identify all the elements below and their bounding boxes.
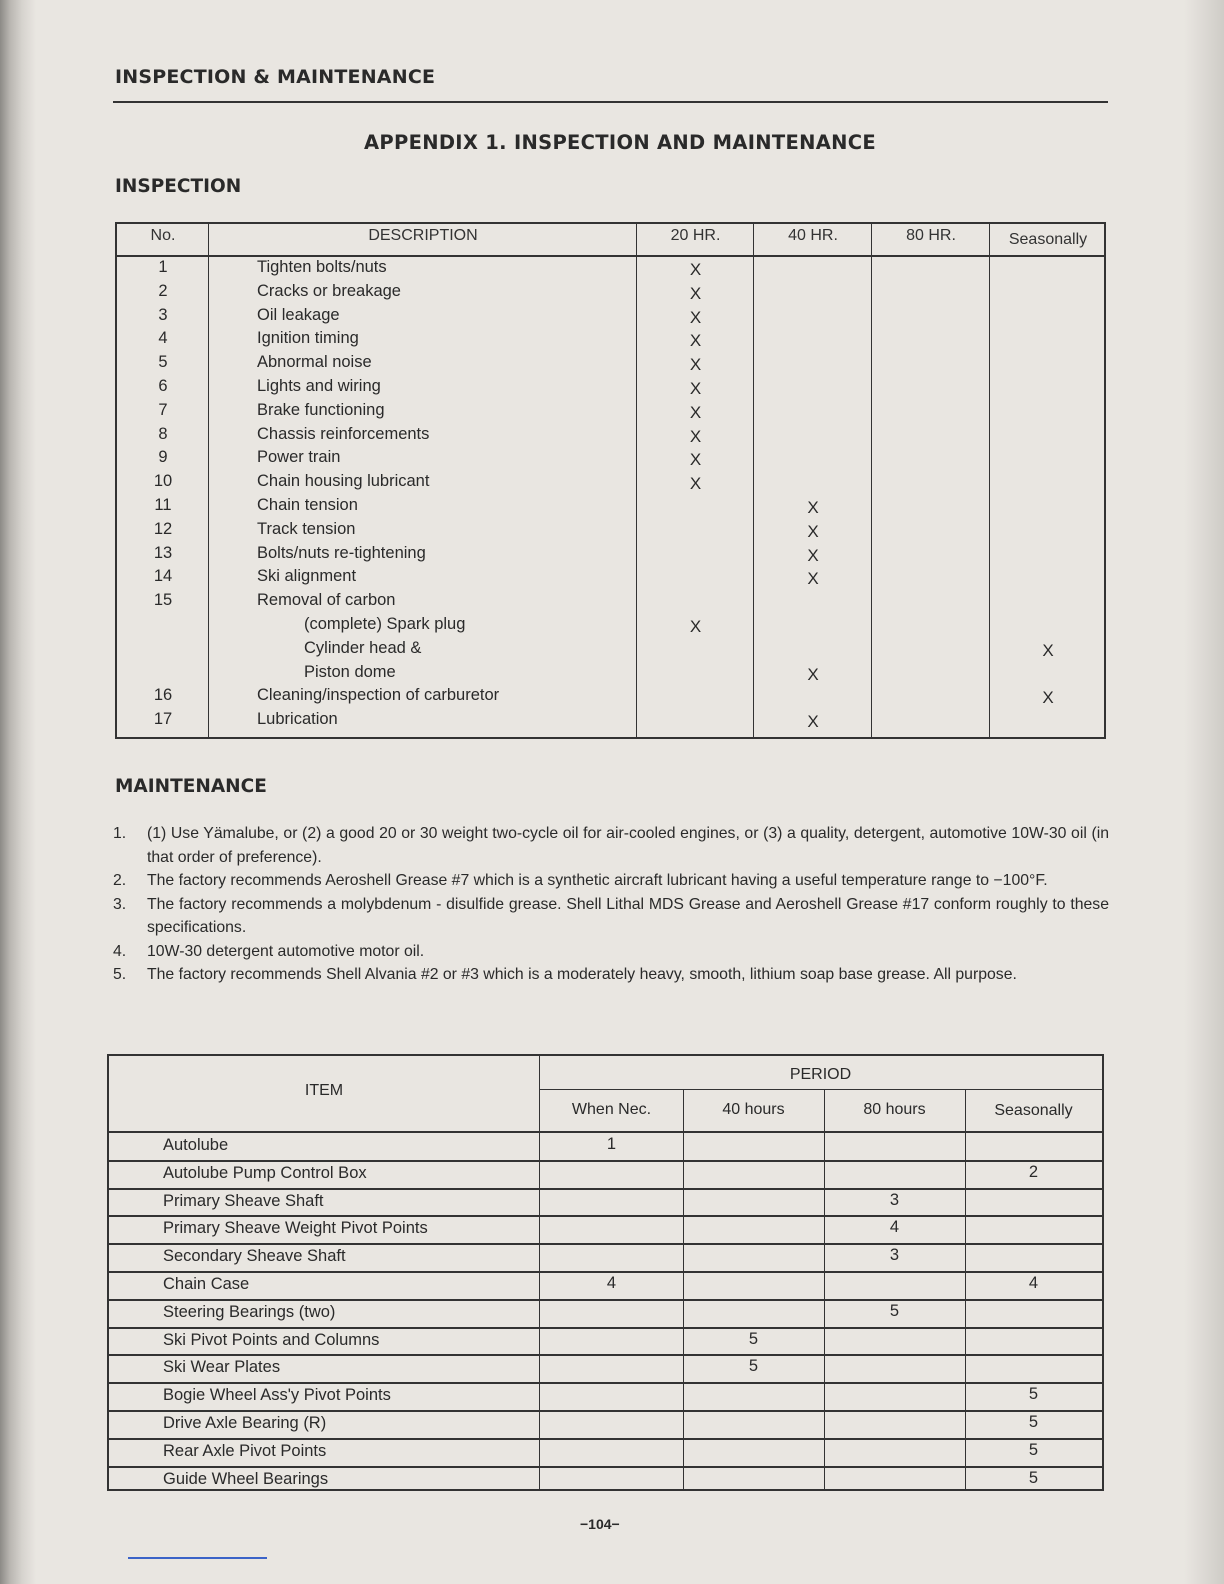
note-text: The factory recommends Shell Alvania #2 or #3 which is a moderately heavy, smooth, lithium soap base grease. All purpose.	[147, 966, 1017, 983]
header-divider	[109, 1131, 1102, 1133]
row-rule	[109, 1188, 1102, 1190]
row-rule	[109, 1299, 1102, 1301]
inspection-table	[115, 222, 1106, 739]
row-number: 5	[158, 353, 168, 372]
period-value: 5	[748, 1357, 759, 1376]
row-number: 7	[158, 400, 168, 419]
check-mark: X	[689, 426, 702, 446]
period-value: 4	[889, 1218, 900, 1237]
note-number: 4.	[113, 942, 127, 960]
note-number: 3.	[113, 895, 127, 913]
row-number: 9	[158, 448, 168, 467]
item-name: Drive Axle Bearing (R)	[163, 1414, 327, 1432]
period-value: 3	[889, 1190, 900, 1209]
check-mark: X	[807, 664, 819, 684]
maintenance-note	[113, 940, 1109, 964]
col-header-seasonally: Seasonally	[1008, 231, 1088, 248]
row-description: Cleaning/inspection of carburetor	[257, 686, 500, 705]
maintenance-note	[113, 869, 1109, 893]
check-mark: X	[689, 355, 702, 375]
row-description: Bolts/nuts re-tightening	[257, 543, 426, 562]
row-description: Cylinder head &	[304, 638, 422, 657]
row-number: 2	[158, 281, 168, 300]
check-mark: X	[1042, 640, 1054, 660]
col-header-40-hours: 40 hours	[722, 1101, 785, 1118]
check-mark: X	[689, 402, 702, 422]
check-mark: X	[689, 307, 702, 327]
note-text: (1) Use Yämalube, or (2) a good 20 or 30 weight two-cycle oil for air-cooled engines, or (3) a quality, detergent, automotive 10W-30 oil (in that order of preference).	[147, 825, 1109, 866]
column-rule	[824, 1090, 825, 1491]
check-mark: X	[689, 450, 702, 470]
row-number: 4	[158, 329, 168, 348]
row-description: Piston dome	[304, 662, 396, 681]
page-number: −104−	[580, 1516, 620, 1532]
row-description: Chassis reinforcements	[257, 424, 430, 443]
check-mark: X	[807, 712, 819, 732]
scan-artifact-line	[128, 1557, 267, 1559]
row-description: Cracks or breakage	[257, 281, 401, 300]
check-mark: X	[807, 521, 819, 541]
period-value: 5	[1028, 1440, 1039, 1459]
row-description: Abnormal noise	[257, 353, 372, 372]
check-mark: X	[689, 260, 702, 279]
period-value: 2	[1028, 1162, 1039, 1181]
check-mark: X	[689, 617, 702, 636]
item-name: Autolube Pump Control Box	[163, 1163, 367, 1182]
note-text: The factory recommends a molybdenum - disulfide grease. Shell Lithal MDS Grease and Aeroshell Grease #17 conform roughly to these specifications.	[147, 895, 1109, 936]
item-name: Autolube	[163, 1136, 229, 1154]
row-description: Brake functioning	[257, 400, 385, 419]
row-description: Power train	[257, 448, 341, 467]
period-value: 5	[1028, 1413, 1039, 1431]
item-name: Steering Bearings (two)	[163, 1302, 336, 1321]
maintenance-heading: MAINTENANCE	[115, 776, 267, 797]
period-value: 3	[889, 1246, 900, 1265]
note-text: The factory recommends Aeroshell Grease #7 which is a synthetic aircraft lubricant having a useful temperature range to −100°F.	[147, 872, 1048, 889]
period-value: 1	[606, 1135, 617, 1153]
maintenance-period-table	[107, 1054, 1104, 1491]
period-value: 5	[1028, 1385, 1039, 1404]
row-description: Lights and wiring	[257, 377, 381, 395]
row-number: 14	[153, 567, 173, 586]
row-rule	[109, 1215, 1102, 1217]
col-header-40hr: 40 HR.	[788, 227, 838, 244]
maintenance-note	[113, 893, 1109, 940]
row-rule	[109, 1382, 1102, 1384]
row-description: Ignition timing	[257, 329, 359, 348]
col-header-no: No.	[150, 227, 176, 244]
col-header-when-nec: When Nec.	[571, 1101, 652, 1118]
col-header-seasonally: Seasonally	[994, 1102, 1073, 1119]
item-name: Chain Case	[163, 1275, 250, 1293]
row-rule	[109, 1160, 1102, 1162]
row-description: Chain tension	[257, 496, 358, 514]
inspection-heading: INSPECTION	[115, 176, 242, 197]
item-name: Ski Pivot Points and Columns	[163, 1330, 380, 1349]
note-number: 2.	[113, 872, 127, 889]
note-text: 10W-30 detergent automotive motor oil.	[147, 942, 425, 960]
row-description: Lubrication	[257, 710, 338, 729]
item-name: Bogie Wheel Ass'y Pivot Points	[163, 1386, 391, 1405]
row-rule	[109, 1354, 1102, 1356]
item-name: Guide Wheel Bearings	[163, 1469, 329, 1488]
header-rule	[113, 101, 1108, 103]
item-header: ITEM	[304, 1082, 344, 1099]
row-rule	[109, 1438, 1102, 1440]
row-description: Track tension	[257, 519, 356, 538]
row-number: 12	[153, 519, 173, 538]
period-divider	[539, 1089, 1102, 1090]
maintenance-note	[113, 822, 1109, 869]
row-rule	[109, 1243, 1102, 1245]
appendix-title: APPENDIX 1. INSPECTION AND MAINTENANCE	[364, 131, 876, 154]
row-description: Chain housing lubricant	[257, 472, 430, 491]
row-number: 6	[158, 377, 168, 395]
check-mark: X	[807, 545, 819, 565]
period-value: 4	[606, 1274, 617, 1292]
row-description: Ski alignment	[257, 567, 357, 586]
row-rule	[109, 1410, 1102, 1412]
row-number: 16	[153, 686, 173, 705]
col-header-20hr: 20 HR.	[670, 227, 721, 244]
col-header-80-hours: 80 hours	[863, 1101, 926, 1118]
period-value: 4	[1028, 1274, 1039, 1292]
row-number: 15	[153, 591, 173, 610]
column-rule	[871, 224, 872, 737]
header-divider	[117, 255, 1104, 257]
note-number: 1.	[113, 825, 127, 842]
item-name: Primary Sheave Shaft	[163, 1191, 324, 1210]
check-mark: X	[807, 498, 819, 517]
period-header: PERIOD	[789, 1066, 852, 1083]
row-description: Tighten bolts/nuts	[257, 258, 387, 276]
check-mark: X	[807, 569, 819, 589]
row-rule	[109, 1327, 1102, 1329]
row-number: 1	[158, 258, 168, 276]
maintenance-note	[113, 963, 1109, 987]
row-number: 8	[158, 424, 168, 443]
row-rule	[109, 1466, 1102, 1468]
row-description: (complete) Spark plug	[304, 615, 466, 633]
item-name: Ski Wear Plates	[163, 1358, 281, 1377]
check-mark: X	[1042, 688, 1054, 708]
row-number: 13	[153, 543, 173, 562]
check-mark: X	[689, 331, 702, 351]
period-value: 5	[889, 1301, 900, 1320]
col-header-description: DESCRIPTION	[368, 227, 478, 244]
item-name: Primary Sheave Weight Pivot Points	[163, 1219, 428, 1238]
period-value: 5	[748, 1329, 759, 1348]
row-description: Removal of carbon	[257, 591, 396, 610]
row-rule	[109, 1271, 1102, 1273]
row-number: 10	[153, 472, 173, 491]
column-rule	[683, 1090, 684, 1491]
col-header-80hr: 80 HR.	[906, 227, 956, 244]
maintenance-notes	[113, 822, 1109, 987]
note-number: 5.	[113, 966, 127, 983]
check-mark: X	[689, 474, 702, 494]
period-value: 5	[1028, 1468, 1039, 1487]
check-mark: X	[689, 283, 702, 303]
row-number: 3	[158, 305, 168, 324]
row-description: Oil leakage	[257, 305, 340, 324]
running-header: INSPECTION & MAINTENANCE	[115, 66, 436, 88]
check-mark: X	[689, 379, 702, 398]
row-number: 17	[153, 710, 173, 729]
item-name: Rear Axle Pivot Points	[163, 1441, 327, 1460]
item-name: Secondary Sheave Shaft	[163, 1247, 346, 1266]
row-number: 11	[154, 496, 172, 514]
